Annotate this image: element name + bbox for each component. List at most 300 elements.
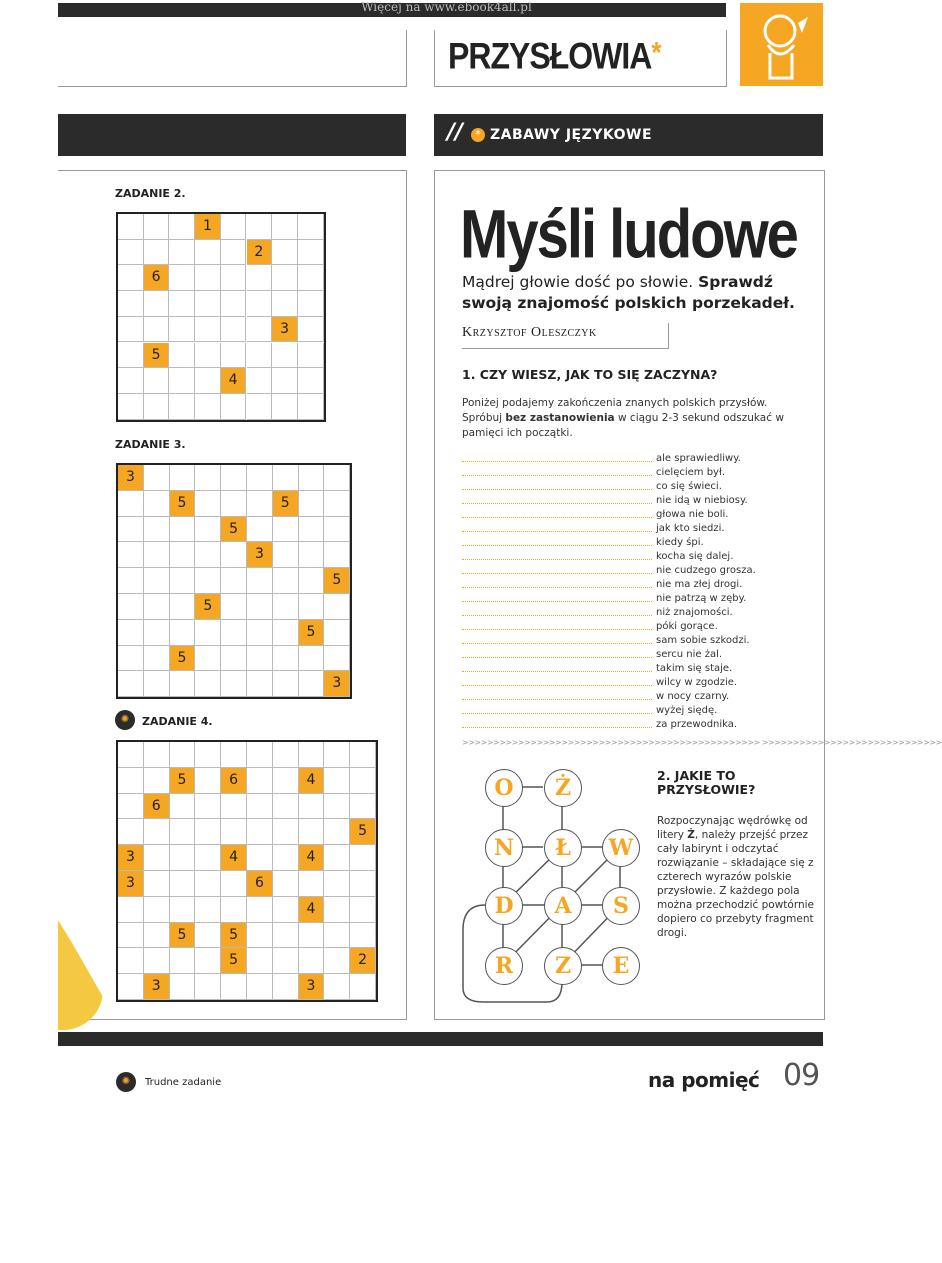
difficult-legend-label: Trudne zadanie (145, 1077, 222, 1088)
grid-cell (247, 923, 273, 949)
grid-cell (299, 465, 325, 491)
grid-cell (299, 819, 325, 845)
grid-cell (195, 819, 221, 845)
answer-blank[interactable] (462, 620, 652, 630)
labyrinth-node[interactable]: R (485, 947, 523, 985)
grid-cell (221, 317, 247, 343)
grid-cell (169, 240, 195, 266)
grid-cell (170, 568, 196, 594)
grid-cell (221, 845, 247, 871)
grid-cell (221, 974, 247, 1000)
cell-number: 4 (306, 849, 316, 866)
task3-grid (116, 463, 352, 699)
grid-cell (221, 923, 247, 949)
grid-cell (195, 240, 221, 266)
grid-cell (247, 871, 273, 897)
grid-cell (324, 620, 350, 646)
grid-cell (195, 768, 221, 794)
brain-illustration (740, 3, 823, 86)
grid-cell (118, 394, 144, 420)
cell-number: 6 (229, 771, 239, 788)
answer-blank[interactable] (462, 606, 652, 616)
grid-cell (350, 897, 376, 923)
grid-cell (273, 594, 299, 620)
grid-cell (247, 542, 273, 568)
grid-cell (221, 948, 247, 974)
grid-cell (118, 343, 144, 369)
grid-cell (273, 620, 299, 646)
grid-cell (273, 974, 299, 1000)
grid-cell (247, 265, 273, 291)
answer-blank[interactable] (462, 634, 652, 644)
grid-cell (247, 317, 273, 343)
section-title (448, 35, 660, 78)
grid-cell (195, 845, 221, 871)
page-number: 09 (783, 1058, 820, 1093)
proverb-ending: kocha się dalej. (656, 551, 734, 562)
cell-number: 3 (125, 469, 135, 485)
grid-cell (118, 517, 144, 543)
grid-cell (144, 742, 170, 768)
grid-cell (273, 871, 299, 897)
lead-normal: Mądrej głowie dość po słowie. (462, 273, 699, 291)
watermark: Więcej na www.ebook4all.pl (361, 0, 532, 14)
grid-cell (324, 923, 350, 949)
proverb-ending: póki gorące. (656, 621, 718, 632)
cell-number: 5 (229, 926, 239, 943)
intro-part-a: Poniżej podajemy zakończenia znanych polskich przysłów. Spróbuj (462, 397, 768, 424)
proverb-endings-list (462, 452, 802, 732)
cell-number: 5 (177, 649, 187, 666)
cell-number: 5 (177, 926, 187, 943)
proverb-ending: jak kto siedzi. (656, 523, 725, 534)
cell-number: 5 (151, 346, 161, 363)
grid-cell (170, 620, 196, 646)
proverb-ending: ale sprawiedliwy. (656, 453, 741, 464)
grid-cell (273, 768, 299, 794)
grid-cell (118, 819, 144, 845)
grid-cell (195, 671, 221, 697)
grid-cell (324, 465, 350, 491)
proverb-ending: sercu nie żal. (656, 649, 723, 660)
answer-blank[interactable] (462, 564, 652, 574)
grid-cell (169, 291, 195, 317)
grid-cell (170, 923, 196, 949)
grid-cell (118, 368, 144, 394)
grid-cell (350, 923, 376, 949)
grid-cell (299, 768, 325, 794)
grid-cell (169, 368, 195, 394)
grid-cell (221, 768, 247, 794)
grid-cell (144, 491, 170, 517)
grid-cell (299, 923, 325, 949)
grid-cell (247, 742, 273, 768)
grid-cell (118, 974, 144, 1000)
grid-cell (298, 368, 324, 394)
grid-cell (350, 742, 376, 768)
grid-cell (247, 845, 273, 871)
grid-cell (221, 291, 247, 317)
grid-cell (350, 819, 376, 845)
section2-title: 2. JAKIE TO PRZYSŁOWIE? (657, 768, 756, 797)
grid-cell (169, 343, 195, 369)
cell-number: 5 (177, 771, 187, 788)
grid-cell (221, 343, 247, 369)
answer-blank[interactable] (462, 648, 652, 658)
cell-number: 4 (306, 900, 316, 917)
author-underline (462, 348, 669, 349)
proverb-row (462, 578, 802, 592)
grid-cell (350, 794, 376, 820)
grid-cell (324, 819, 350, 845)
grid-cell (118, 291, 144, 317)
grid-cell (221, 568, 247, 594)
grid-cell (247, 620, 273, 646)
grid-cell (273, 517, 299, 543)
grid-cell (299, 646, 325, 672)
grid-cell (247, 343, 273, 369)
answer-blank[interactable] (462, 536, 652, 546)
grid-cell (273, 491, 299, 517)
left-header-box (58, 30, 407, 87)
grid-cell (350, 974, 376, 1000)
grid-cell (273, 897, 299, 923)
answer-blank[interactable] (462, 508, 652, 518)
grid-cell (170, 871, 196, 897)
answer-blank[interactable] (462, 452, 652, 462)
task4-label: ZADANIE 4. (142, 715, 213, 728)
proverb-row (462, 662, 802, 676)
grid-cell (273, 845, 299, 871)
labyrinth-node[interactable]: W (602, 829, 640, 867)
proverb-ending: nie cudzego grosza. (656, 565, 756, 576)
grid-cell (195, 742, 221, 768)
grid-cell (221, 871, 247, 897)
labyrinth-node[interactable]: S (602, 887, 640, 925)
grid-cell (350, 871, 376, 897)
grid-cell (144, 794, 170, 820)
grid-cell (170, 768, 196, 794)
grid-cell (299, 594, 325, 620)
proverb-ending: wilcy w zgodzie. (656, 677, 738, 688)
grid-cell (144, 317, 170, 343)
proverb-ending: nie patrzą w zęby. (656, 593, 747, 604)
labyrinth-node[interactable]: Ł (544, 829, 582, 867)
grid-cell (247, 240, 273, 266)
grid-cell (144, 240, 170, 266)
proverb-ending: za przewodnika. (656, 719, 738, 730)
cell-number: 6 (151, 269, 161, 286)
grid-cell (118, 871, 144, 897)
grid-cell (221, 265, 247, 291)
answer-blank[interactable] (462, 718, 652, 728)
grid-cell (273, 742, 299, 768)
difficult-icon: ✺ (115, 710, 135, 730)
grid-cell (195, 620, 221, 646)
cell-number: 3 (125, 849, 135, 866)
grid-cell (144, 542, 170, 568)
grid-cell (272, 343, 298, 369)
grid-cell (195, 343, 221, 369)
grid-cell (324, 897, 350, 923)
proverb-row (462, 466, 802, 480)
grid-cell (118, 465, 144, 491)
grid-cell (272, 240, 298, 266)
asterisk-badge-icon: * (471, 128, 485, 142)
cell-number: 5 (229, 952, 239, 969)
grid-cell (299, 517, 325, 543)
grid-cell (170, 517, 196, 543)
cell-number: 4 (229, 849, 239, 866)
grid-cell (299, 794, 325, 820)
grid-cell (144, 923, 170, 949)
answer-blank[interactable] (462, 662, 652, 672)
grid-cell (144, 368, 170, 394)
cell-number: 3 (280, 320, 289, 337)
grid-cell (195, 291, 221, 317)
grid-cell (195, 317, 221, 343)
grid-cell (221, 819, 247, 845)
grid-cell (144, 897, 170, 923)
grid-cell (118, 671, 144, 697)
proverb-row (462, 536, 802, 550)
labyrinth-node[interactable]: E (602, 947, 640, 985)
grid-cell (324, 646, 350, 672)
grid-cell (221, 517, 247, 543)
proverb-row (462, 592, 802, 606)
grid-cell (221, 620, 247, 646)
answer-blank[interactable] (462, 466, 652, 476)
left-section-bar (58, 114, 406, 156)
proverb-row (462, 494, 802, 508)
cell-number: 5 (306, 623, 316, 640)
grid-cell (298, 291, 324, 317)
grid-cell (247, 594, 273, 620)
grid-cell (195, 465, 221, 491)
grid-cell (299, 871, 325, 897)
grid-cell (272, 368, 298, 394)
grid-cell (144, 568, 170, 594)
proverb-row (462, 676, 802, 690)
proverb-row (462, 522, 802, 536)
cell-number: 3 (254, 546, 264, 563)
proverb-ending: wyżej siędę. (656, 705, 718, 716)
grid-cell (144, 671, 170, 697)
labyrinth-node[interactable]: D (485, 887, 523, 925)
section2-description (657, 814, 817, 940)
grid-cell (273, 794, 299, 820)
grid-cell (170, 594, 196, 620)
grid-cell (273, 646, 299, 672)
grid-cell (195, 542, 221, 568)
answer-blank[interactable] (462, 550, 652, 560)
grid-cell (118, 568, 144, 594)
grid-cell (324, 974, 350, 1000)
brain-jar-icon (740, 3, 823, 86)
grid-cell (324, 491, 350, 517)
grid-cell (144, 343, 170, 369)
grid-cell (273, 923, 299, 949)
grid-cell (298, 317, 324, 343)
grid-cell (298, 394, 324, 420)
grid-cell (221, 794, 247, 820)
grid-cell (247, 948, 273, 974)
grid-cell (221, 240, 247, 266)
grid-cell (169, 265, 195, 291)
answer-blank[interactable] (462, 578, 652, 588)
proverb-row (462, 564, 802, 578)
author-divider (668, 323, 669, 349)
cell-number: 5 (358, 823, 368, 840)
proverb-row (462, 508, 802, 522)
cell-number: 3 (306, 978, 316, 995)
grid-cell (169, 214, 195, 240)
grid-cell (195, 368, 221, 394)
grid-cell (273, 671, 299, 697)
proverb-row (462, 480, 802, 494)
task2-grid (116, 212, 326, 422)
answer-blank[interactable] (462, 690, 652, 700)
grid-cell (350, 948, 376, 974)
grid-cell (144, 948, 170, 974)
grid-cell (195, 646, 221, 672)
grid-cell (169, 317, 195, 343)
footer-bar (58, 1032, 823, 1046)
grid-cell (324, 542, 350, 568)
section-title-text: PRZYSŁOWIA (448, 35, 652, 77)
answer-blank[interactable] (462, 480, 652, 490)
answer-blank[interactable] (462, 522, 652, 532)
grid-cell (350, 845, 376, 871)
proverb-ending: w nocy czarny. (656, 691, 730, 702)
task3-label: ZADANIE 3. (115, 438, 186, 451)
grid-cell (272, 265, 298, 291)
grid-cell (247, 368, 273, 394)
grid-cell (273, 948, 299, 974)
grid-cell (195, 871, 221, 897)
grid-cell (118, 897, 144, 923)
grid-cell (170, 465, 196, 491)
proverb-row (462, 550, 802, 564)
grid-cell (144, 646, 170, 672)
magazine-logo: na pomięć (648, 1068, 760, 1092)
labyrinth-node[interactable]: A (544, 887, 582, 925)
grid-cell (118, 594, 144, 620)
grid-cell (221, 646, 247, 672)
grid-cell (118, 742, 144, 768)
grid-cell (247, 768, 273, 794)
grid-cell (324, 768, 350, 794)
proverb-row (462, 606, 802, 620)
grid-cell (118, 317, 144, 343)
task4-grid (116, 740, 378, 1002)
answer-blank[interactable] (462, 704, 652, 714)
grid-cell (144, 265, 170, 291)
grid-cell (144, 974, 170, 1000)
grid-cell (118, 214, 144, 240)
grid-cell (195, 491, 221, 517)
answer-blank[interactable] (462, 494, 652, 504)
grid-cell (299, 671, 325, 697)
answer-blank[interactable] (462, 676, 652, 686)
grid-cell (221, 671, 247, 697)
proverb-row (462, 648, 802, 662)
grid-cell (144, 594, 170, 620)
grid-cell (299, 948, 325, 974)
grid-cell (247, 568, 273, 594)
grid-cell (144, 871, 170, 897)
proverb-row (462, 620, 802, 634)
proverb-ending: głowa nie boli. (656, 509, 729, 520)
answer-blank[interactable] (462, 592, 652, 602)
section1-title: 1. CZY WIESZ, JAK TO SIĘ ZACZYNA? (462, 367, 718, 382)
intro-bold: bez zastanowienia (505, 412, 615, 424)
cell-number: 5 (229, 520, 239, 537)
grid-cell (195, 214, 221, 240)
proverb-ending: nie idą w niebiosy. (656, 495, 748, 506)
cell-number: 5 (332, 572, 342, 589)
grid-cell (324, 794, 350, 820)
desc2-bold: Ż (687, 829, 695, 841)
grid-cell (118, 794, 144, 820)
grid-cell (221, 491, 247, 517)
grid-cell (273, 542, 299, 568)
grid-cell (195, 923, 221, 949)
labyrinth-node[interactable]: N (485, 829, 523, 867)
grid-cell (247, 291, 273, 317)
grid-cell (298, 240, 324, 266)
proverb-row (462, 690, 802, 704)
grid-cell (324, 871, 350, 897)
grid-cell (272, 214, 298, 240)
grid-cell (324, 845, 350, 871)
intro-part-b: w ciągu 2-3 sekund odszukać w pamięci ich początki. (462, 412, 784, 439)
grid-cell (247, 214, 273, 240)
grid-cell (170, 491, 196, 517)
grid-cell (195, 974, 221, 1000)
cell-number: 3 (125, 875, 135, 891)
labyrinth-node[interactable]: O (485, 769, 523, 807)
grid-cell (299, 491, 325, 517)
grid-cell (170, 794, 196, 820)
labyrinth-node[interactable]: Ż (544, 769, 582, 807)
proverb-ending: takim się staje. (656, 663, 733, 674)
labyrinth-node[interactable]: Z (544, 947, 582, 985)
grid-cell (221, 742, 247, 768)
grid-cell (299, 974, 325, 1000)
grid-cell (273, 465, 299, 491)
difficult-legend-icon: ✺ (116, 1072, 136, 1092)
grid-cell (298, 214, 324, 240)
task2-label: ZADANIE 2. (115, 187, 186, 200)
proverb-ending: nie ma złej drogi. (656, 579, 743, 590)
grid-cell (247, 794, 273, 820)
grid-cell (144, 768, 170, 794)
grid-cell (221, 897, 247, 923)
proverb-row (462, 718, 802, 732)
grid-cell (273, 568, 299, 594)
grid-cell (195, 594, 221, 620)
grid-cell (118, 542, 144, 568)
grid-cell (299, 897, 325, 923)
grid-cell (324, 568, 350, 594)
grid-cell (118, 491, 144, 517)
grid-cell (324, 517, 350, 543)
grid-cell (247, 517, 273, 543)
proverb-row (462, 452, 802, 466)
cell-number: 4 (228, 372, 238, 389)
section-label: ZABAWY JĘZYKOWE (490, 127, 653, 143)
